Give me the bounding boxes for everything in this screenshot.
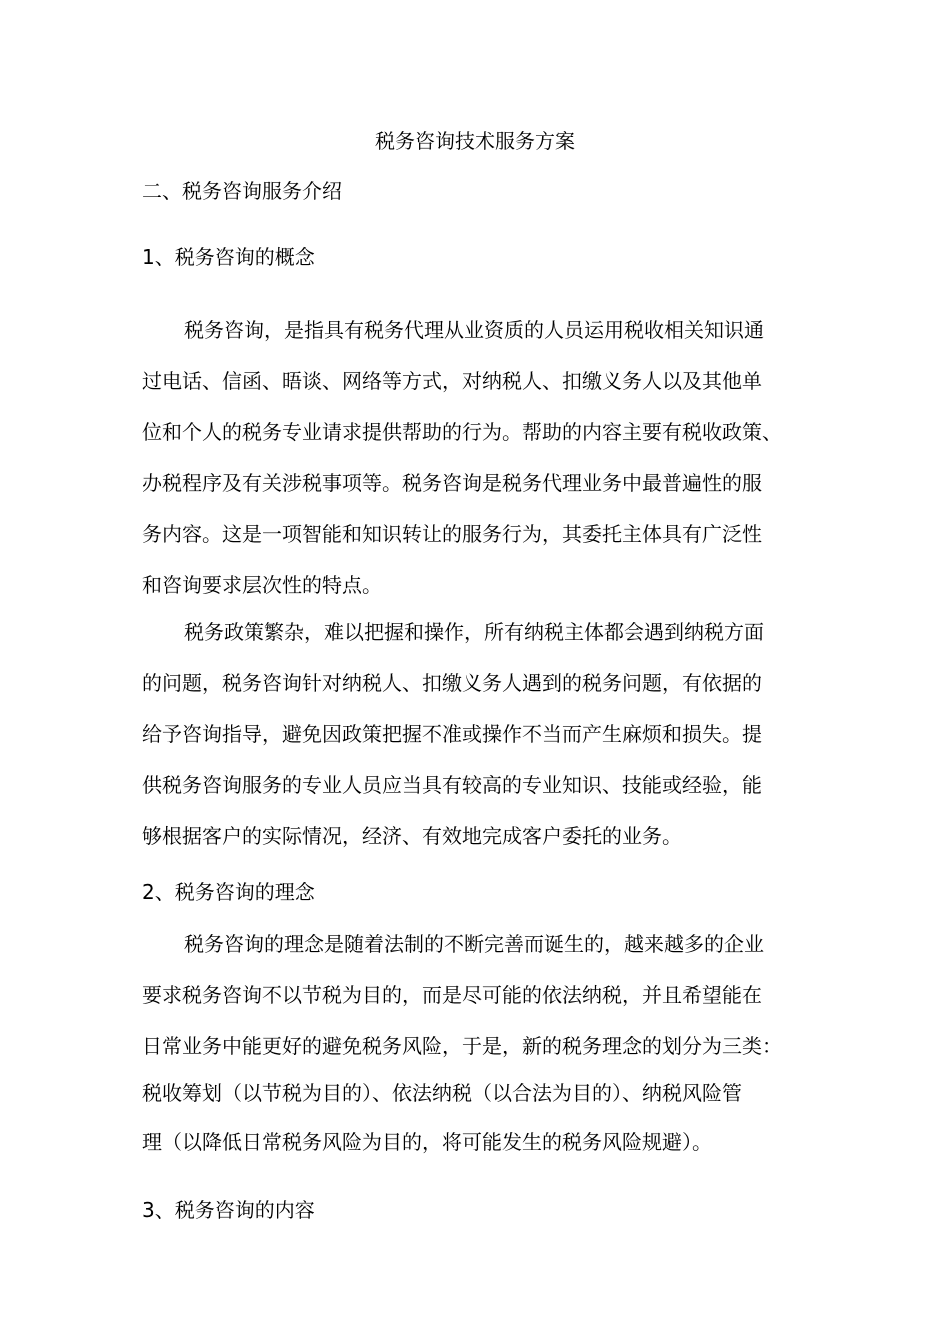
subsection-heading-concept: 1、税务咨询的概念 [142,245,315,269]
paragraph-line: 税务政策繁杂，难以把握和操作，所有纳税主体都会遇到纳税方面 [184,620,764,644]
paragraph-line: 税务咨询的理念是随着法制的不断完善而诞生的，越来越多的企业 [184,932,764,956]
paragraph-line: 给予咨询指导，避免因政策把握不准或操作不当而产生麻烦和损失。提 [142,722,762,746]
paragraph-line: 日常业务中能更好的避免税务风险，于是，新的税务理念的划分为三类： [142,1034,782,1058]
paragraph-line: 过电话、信函、晤谈、网络等方式，对纳税人、扣缴义务人以及其他单 [142,369,762,393]
document-title: 税务咨询技术服务方案 [375,129,575,153]
subsection-heading-content: 3、税务咨询的内容 [142,1198,315,1222]
paragraph-line: 理（以降低日常税务风险为目的，将可能发生的税务风险规避）。 [142,1130,712,1154]
paragraph-line: 位和个人的税务专业请求提供帮助的行为。帮助的内容主要有税收政策、 [142,420,782,444]
paragraph-line: 够根据客户的实际情况，经济、有效地完成客户委托的业务。 [142,824,682,848]
paragraph-line: 供税务咨询服务的专业人员应当具有较高的专业知识、技能或经验，能 [142,773,762,797]
paragraph-line: 务内容。这是一项智能和知识转让的服务行为，其委托主体具有广泛性 [142,522,762,546]
subsection-heading-philosophy: 2、税务咨询的理念 [142,880,315,904]
paragraph-line: 和咨询要求层次性的特点。 [142,573,382,597]
paragraph-line: 税收筹划（以节税为目的）、依法纳税（以合法为目的）、纳税风险管 [142,1081,742,1105]
paragraph-line: 要求税务咨询不以节税为目的，而是尽可能的依法纳税，并且希望能在 [142,983,762,1007]
paragraph-line: 办税程序及有关涉税事项等。税务咨询是税务代理业务中最普遍性的服 [142,471,762,495]
paragraph-line: 的问题，税务咨询针对纳税人、扣缴义务人遇到的税务问题，有依据的 [142,671,762,695]
paragraph-line: 税务咨询，是指具有税务代理从业资质的人员运用税收相关知识通 [184,318,764,342]
section-heading: 二、税务咨询服务介绍 [142,179,342,203]
